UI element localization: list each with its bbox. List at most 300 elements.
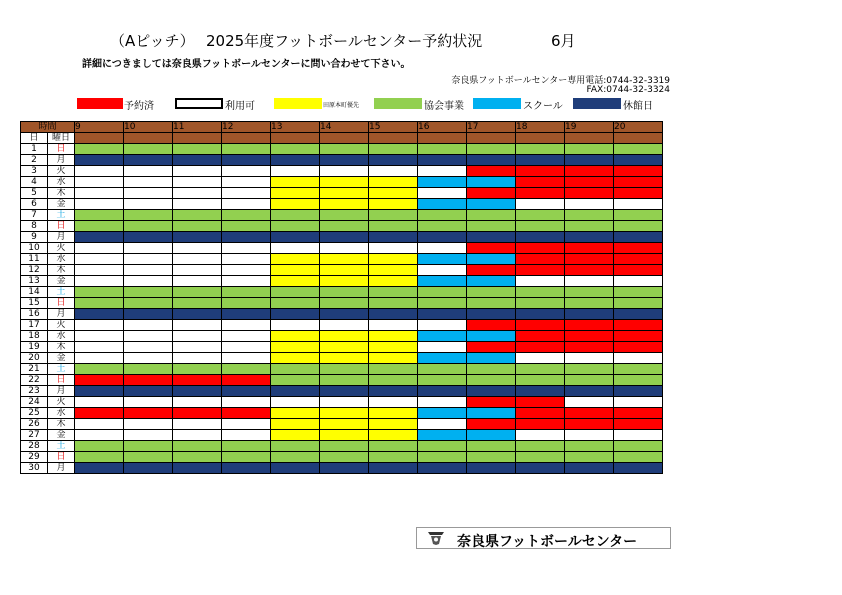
- day-row: [21, 144, 663, 155]
- slot-cell: [418, 298, 467, 309]
- day-row: [21, 210, 663, 221]
- slot-cell: [320, 298, 369, 309]
- header-blank: [369, 133, 418, 144]
- hour-header: 17: [467, 122, 516, 133]
- day-row: [21, 441, 663, 452]
- slot-cell: [418, 430, 467, 441]
- slot-cell: [614, 232, 663, 243]
- day-row: [21, 463, 663, 474]
- slot-cell: [320, 331, 369, 342]
- slot-cell: [467, 243, 516, 254]
- slot-cell: [614, 386, 663, 397]
- slot-cell: [565, 386, 614, 397]
- slot-cell: [222, 397, 271, 408]
- slot-cell: [467, 386, 516, 397]
- slot-cell: [222, 320, 271, 331]
- legend-label: 利用可: [225, 101, 255, 112]
- day-of-week: 火: [48, 243, 75, 254]
- day-of-week: 火: [48, 397, 75, 408]
- page-title: 2025年度フットボールセンター予約状況: [206, 32, 483, 50]
- slot-cell: [369, 364, 418, 375]
- slot-cell: [222, 364, 271, 375]
- slot-cell: [271, 243, 320, 254]
- slot-cell: [369, 397, 418, 408]
- slot-cell: [614, 331, 663, 342]
- slot-cell: [320, 309, 369, 320]
- slot-cell: [222, 408, 271, 419]
- slot-cell: [418, 210, 467, 221]
- day-number: 26: [21, 419, 48, 430]
- slot-cell: [124, 287, 173, 298]
- slot-cell: [124, 320, 173, 331]
- day-of-week: 日: [48, 144, 75, 155]
- day-number: 11: [21, 254, 48, 265]
- day-number: 18: [21, 331, 48, 342]
- slot-cell: [614, 452, 663, 463]
- slot-cell: [271, 430, 320, 441]
- slot-cell: [516, 331, 565, 342]
- slot-cell: [516, 221, 565, 232]
- slot-cell: [369, 155, 418, 166]
- slot-cell: [369, 320, 418, 331]
- legend-swatch: [77, 98, 123, 109]
- day-number: 9: [21, 232, 48, 243]
- slot-cell: [418, 199, 467, 210]
- slot-cell: [467, 155, 516, 166]
- slot-cell: [75, 243, 124, 254]
- slot-cell: [271, 419, 320, 430]
- slot-cell: [124, 441, 173, 452]
- slot-cell: [516, 155, 565, 166]
- slot-cell: [222, 353, 271, 364]
- slot-cell: [565, 408, 614, 419]
- day-number: 23: [21, 386, 48, 397]
- slot-cell: [467, 298, 516, 309]
- slot-cell: [614, 353, 663, 364]
- slot-cell: [614, 166, 663, 177]
- contact-fax: FAX:0744-32-3324: [586, 85, 670, 95]
- slot-cell: [75, 386, 124, 397]
- slot-cell: [222, 232, 271, 243]
- hour-header: 19: [565, 122, 614, 133]
- slot-cell: [75, 441, 124, 452]
- slot-cell: [565, 144, 614, 155]
- slot-cell: [614, 463, 663, 474]
- slot-cell: [320, 232, 369, 243]
- day-row: [21, 331, 663, 342]
- slot-cell: [173, 232, 222, 243]
- slot-cell: [271, 375, 320, 386]
- day-of-week: 木: [48, 265, 75, 276]
- slot-cell: [75, 221, 124, 232]
- slot-cell: [222, 463, 271, 474]
- slot-cell: [222, 419, 271, 430]
- day-row: [21, 188, 663, 199]
- slot-cell: [320, 155, 369, 166]
- slot-cell: [467, 331, 516, 342]
- slot-cell: [516, 397, 565, 408]
- day-row: [21, 265, 663, 276]
- slot-cell: [516, 375, 565, 386]
- day-row: [21, 221, 663, 232]
- slot-cell: [369, 353, 418, 364]
- slot-cell: [467, 144, 516, 155]
- slot-cell: [320, 375, 369, 386]
- legend-label: 協会事業: [424, 101, 464, 112]
- slot-cell: [320, 342, 369, 353]
- slot-cell: [369, 254, 418, 265]
- slot-cell: [271, 287, 320, 298]
- slot-cell: [418, 166, 467, 177]
- slot-cell: [271, 177, 320, 188]
- slot-cell: [369, 287, 418, 298]
- day-number: 12: [21, 265, 48, 276]
- slot-cell: [516, 232, 565, 243]
- slot-cell: [369, 144, 418, 155]
- slot-cell: [320, 463, 369, 474]
- day-row: [21, 364, 663, 375]
- slot-cell: [124, 342, 173, 353]
- slot-cell: [565, 276, 614, 287]
- slot-cell: [418, 397, 467, 408]
- day-row: [21, 155, 663, 166]
- slot-cell: [222, 386, 271, 397]
- slot-cell: [222, 144, 271, 155]
- day-number: 1: [21, 144, 48, 155]
- federation-crest-icon: [427, 530, 445, 546]
- slot-cell: [173, 188, 222, 199]
- slot-cell: [369, 221, 418, 232]
- slot-cell: [614, 155, 663, 166]
- slot-cell: [516, 265, 565, 276]
- day-of-week: 金: [48, 276, 75, 287]
- day-row: [21, 287, 663, 298]
- slot-cell: [614, 254, 663, 265]
- slot-cell: [614, 221, 663, 232]
- day-row: [21, 353, 663, 364]
- day-of-week: 水: [48, 331, 75, 342]
- day-number: 22: [21, 375, 48, 386]
- header-blank: [516, 133, 565, 144]
- day-of-week: 日: [48, 375, 75, 386]
- slot-cell: [124, 408, 173, 419]
- slot-cell: [271, 144, 320, 155]
- slot-cell: [173, 254, 222, 265]
- day-number: 10: [21, 243, 48, 254]
- slot-cell: [369, 243, 418, 254]
- slot-cell: [565, 298, 614, 309]
- slot-cell: [222, 265, 271, 276]
- slot-cell: [516, 386, 565, 397]
- slot-cell: [75, 155, 124, 166]
- day-of-week: 木: [48, 342, 75, 353]
- day-of-week: 日: [48, 298, 75, 309]
- slot-cell: [75, 287, 124, 298]
- slot-cell: [565, 188, 614, 199]
- slot-cell: [124, 210, 173, 221]
- slot-cell: [565, 243, 614, 254]
- slot-cell: [173, 463, 222, 474]
- slot-cell: [173, 353, 222, 364]
- slot-cell: [173, 199, 222, 210]
- slot-cell: [271, 276, 320, 287]
- slot-cell: [75, 177, 124, 188]
- slot-cell: [614, 408, 663, 419]
- slot-cell: [614, 441, 663, 452]
- day-row: [21, 430, 663, 441]
- slot-cell: [418, 375, 467, 386]
- slot-cell: [124, 254, 173, 265]
- slot-cell: [222, 177, 271, 188]
- slot-cell: [124, 419, 173, 430]
- slot-cell: [467, 232, 516, 243]
- slot-cell: [124, 199, 173, 210]
- slot-cell: [222, 199, 271, 210]
- slot-cell: [614, 188, 663, 199]
- slot-cell: [369, 210, 418, 221]
- slot-cell: [614, 364, 663, 375]
- slot-cell: [467, 309, 516, 320]
- day-of-week: 金: [48, 353, 75, 364]
- hour-header: 16: [418, 122, 467, 133]
- slot-cell: [173, 375, 222, 386]
- slot-cell: [418, 265, 467, 276]
- slot-cell: [320, 221, 369, 232]
- reservation-grid: [20, 121, 663, 474]
- slot-cell: [271, 210, 320, 221]
- slot-cell: [565, 199, 614, 210]
- slot-cell: [75, 188, 124, 199]
- day-of-week: 月: [48, 463, 75, 474]
- slot-cell: [75, 408, 124, 419]
- slot-cell: [124, 397, 173, 408]
- day-of-week: 月: [48, 155, 75, 166]
- slot-cell: [565, 463, 614, 474]
- legend-label: 休館日: [623, 101, 653, 112]
- slot-cell: [516, 243, 565, 254]
- slot-cell: [565, 210, 614, 221]
- slot-cell: [75, 320, 124, 331]
- slot-cell: [565, 221, 614, 232]
- slot-cell: [124, 243, 173, 254]
- slot-cell: [467, 441, 516, 452]
- slot-cell: [124, 188, 173, 199]
- slot-cell: [565, 353, 614, 364]
- slot-cell: [467, 166, 516, 177]
- slot-cell: [271, 309, 320, 320]
- day-number: 24: [21, 397, 48, 408]
- slot-cell: [75, 166, 124, 177]
- slot-cell: [418, 221, 467, 232]
- day-row: [21, 298, 663, 309]
- day-row: [21, 199, 663, 210]
- day-of-week: 金: [48, 199, 75, 210]
- slot-cell: [271, 265, 320, 276]
- slot-cell: [516, 342, 565, 353]
- slot-cell: [418, 353, 467, 364]
- day-number: 3: [21, 166, 48, 177]
- day-row: [21, 177, 663, 188]
- legend-swatch: [374, 98, 422, 109]
- slot-cell: [369, 452, 418, 463]
- slot-cell: [418, 452, 467, 463]
- day-number: 20: [21, 353, 48, 364]
- slot-cell: [614, 419, 663, 430]
- legend-swatch: [175, 98, 223, 109]
- day-of-week: 土: [48, 364, 75, 375]
- slot-cell: [75, 430, 124, 441]
- day-row: [21, 166, 663, 177]
- slot-cell: [467, 254, 516, 265]
- slot-cell: [467, 221, 516, 232]
- slot-cell: [75, 463, 124, 474]
- slot-cell: [369, 331, 418, 342]
- grid-header-days: [21, 133, 663, 144]
- month-label: 6月: [551, 32, 576, 50]
- slot-cell: [271, 463, 320, 474]
- day-number: 16: [21, 309, 48, 320]
- day-number: 30: [21, 463, 48, 474]
- day-row: [21, 320, 663, 331]
- slot-cell: [75, 199, 124, 210]
- slot-cell: [271, 155, 320, 166]
- slot-cell: [565, 419, 614, 430]
- slot-cell: [467, 452, 516, 463]
- slot-cell: [516, 320, 565, 331]
- slot-cell: [565, 155, 614, 166]
- slot-cell: [320, 441, 369, 452]
- slot-cell: [124, 364, 173, 375]
- slot-cell: [467, 276, 516, 287]
- slot-cell: [369, 298, 418, 309]
- slot-cell: [75, 276, 124, 287]
- slot-cell: [418, 188, 467, 199]
- slot-cell: [369, 375, 418, 386]
- slot-cell: [320, 386, 369, 397]
- slot-cell: [173, 166, 222, 177]
- slot-cell: [320, 353, 369, 364]
- slot-cell: [565, 430, 614, 441]
- slot-cell: [369, 309, 418, 320]
- slot-cell: [222, 430, 271, 441]
- slot-cell: [271, 221, 320, 232]
- day-number: 14: [21, 287, 48, 298]
- slot-cell: [173, 408, 222, 419]
- slot-cell: [75, 331, 124, 342]
- slot-cell: [418, 441, 467, 452]
- slot-cell: [614, 430, 663, 441]
- slot-cell: [565, 364, 614, 375]
- slot-cell: [271, 353, 320, 364]
- page-header: [0, 30, 842, 52]
- slot-cell: [320, 210, 369, 221]
- day-number: 27: [21, 430, 48, 441]
- slot-cell: [75, 210, 124, 221]
- day-number: 4: [21, 177, 48, 188]
- slot-cell: [614, 287, 663, 298]
- slot-cell: [565, 441, 614, 452]
- slot-cell: [516, 287, 565, 298]
- slot-cell: [124, 276, 173, 287]
- slot-cell: [75, 265, 124, 276]
- slot-cell: [565, 342, 614, 353]
- slot-cell: [320, 452, 369, 463]
- slot-cell: [271, 199, 320, 210]
- slot-cell: [467, 353, 516, 364]
- slot-cell: [320, 166, 369, 177]
- slot-cell: [467, 430, 516, 441]
- slot-cell: [75, 375, 124, 386]
- slot-cell: [222, 375, 271, 386]
- slot-cell: [565, 287, 614, 298]
- slot-cell: [516, 188, 565, 199]
- slot-cell: [418, 254, 467, 265]
- slot-cell: [516, 353, 565, 364]
- day-row: [21, 342, 663, 353]
- slot-cell: [320, 364, 369, 375]
- legend-label: スクール: [523, 101, 563, 112]
- slot-cell: [418, 155, 467, 166]
- slot-cell: [124, 452, 173, 463]
- slot-cell: [516, 199, 565, 210]
- header-blank: [418, 133, 467, 144]
- slot-cell: [418, 243, 467, 254]
- day-row: [21, 375, 663, 386]
- legend-label: 田原本町優先: [323, 102, 360, 109]
- slot-cell: [467, 364, 516, 375]
- hour-header: 11: [173, 122, 222, 133]
- slot-cell: [418, 386, 467, 397]
- day-of-week: 水: [48, 408, 75, 419]
- day-of-week: 木: [48, 419, 75, 430]
- slot-cell: [516, 419, 565, 430]
- slot-cell: [369, 342, 418, 353]
- slot-cell: [467, 375, 516, 386]
- slot-cell: [516, 177, 565, 188]
- slot-cell: [418, 287, 467, 298]
- slot-cell: [124, 166, 173, 177]
- slot-cell: [173, 309, 222, 320]
- slot-cell: [222, 298, 271, 309]
- slot-cell: [467, 265, 516, 276]
- day-of-week: 金: [48, 430, 75, 441]
- slot-cell: [173, 397, 222, 408]
- slot-cell: [75, 232, 124, 243]
- slot-cell: [418, 232, 467, 243]
- slot-cell: [222, 155, 271, 166]
- day-number: 15: [21, 298, 48, 309]
- inquiry-note: 詳細につきましては奈良県フットボールセンターに問い合わせて下さい。: [82, 59, 411, 70]
- slot-cell: [124, 265, 173, 276]
- slot-cell: [418, 463, 467, 474]
- day-of-week: 月: [48, 309, 75, 320]
- header-blank: [222, 133, 271, 144]
- slot-cell: [75, 353, 124, 364]
- slot-cell: [516, 298, 565, 309]
- slot-cell: [369, 430, 418, 441]
- day-number: 7: [21, 210, 48, 221]
- slot-cell: [124, 298, 173, 309]
- slot-cell: [75, 144, 124, 155]
- slot-cell: [516, 463, 565, 474]
- slot-cell: [124, 375, 173, 386]
- slot-cell: [173, 155, 222, 166]
- day-of-week: 土: [48, 441, 75, 452]
- slot-cell: [614, 309, 663, 320]
- day-of-week: 月: [48, 232, 75, 243]
- slot-cell: [75, 309, 124, 320]
- day-number: 2: [21, 155, 48, 166]
